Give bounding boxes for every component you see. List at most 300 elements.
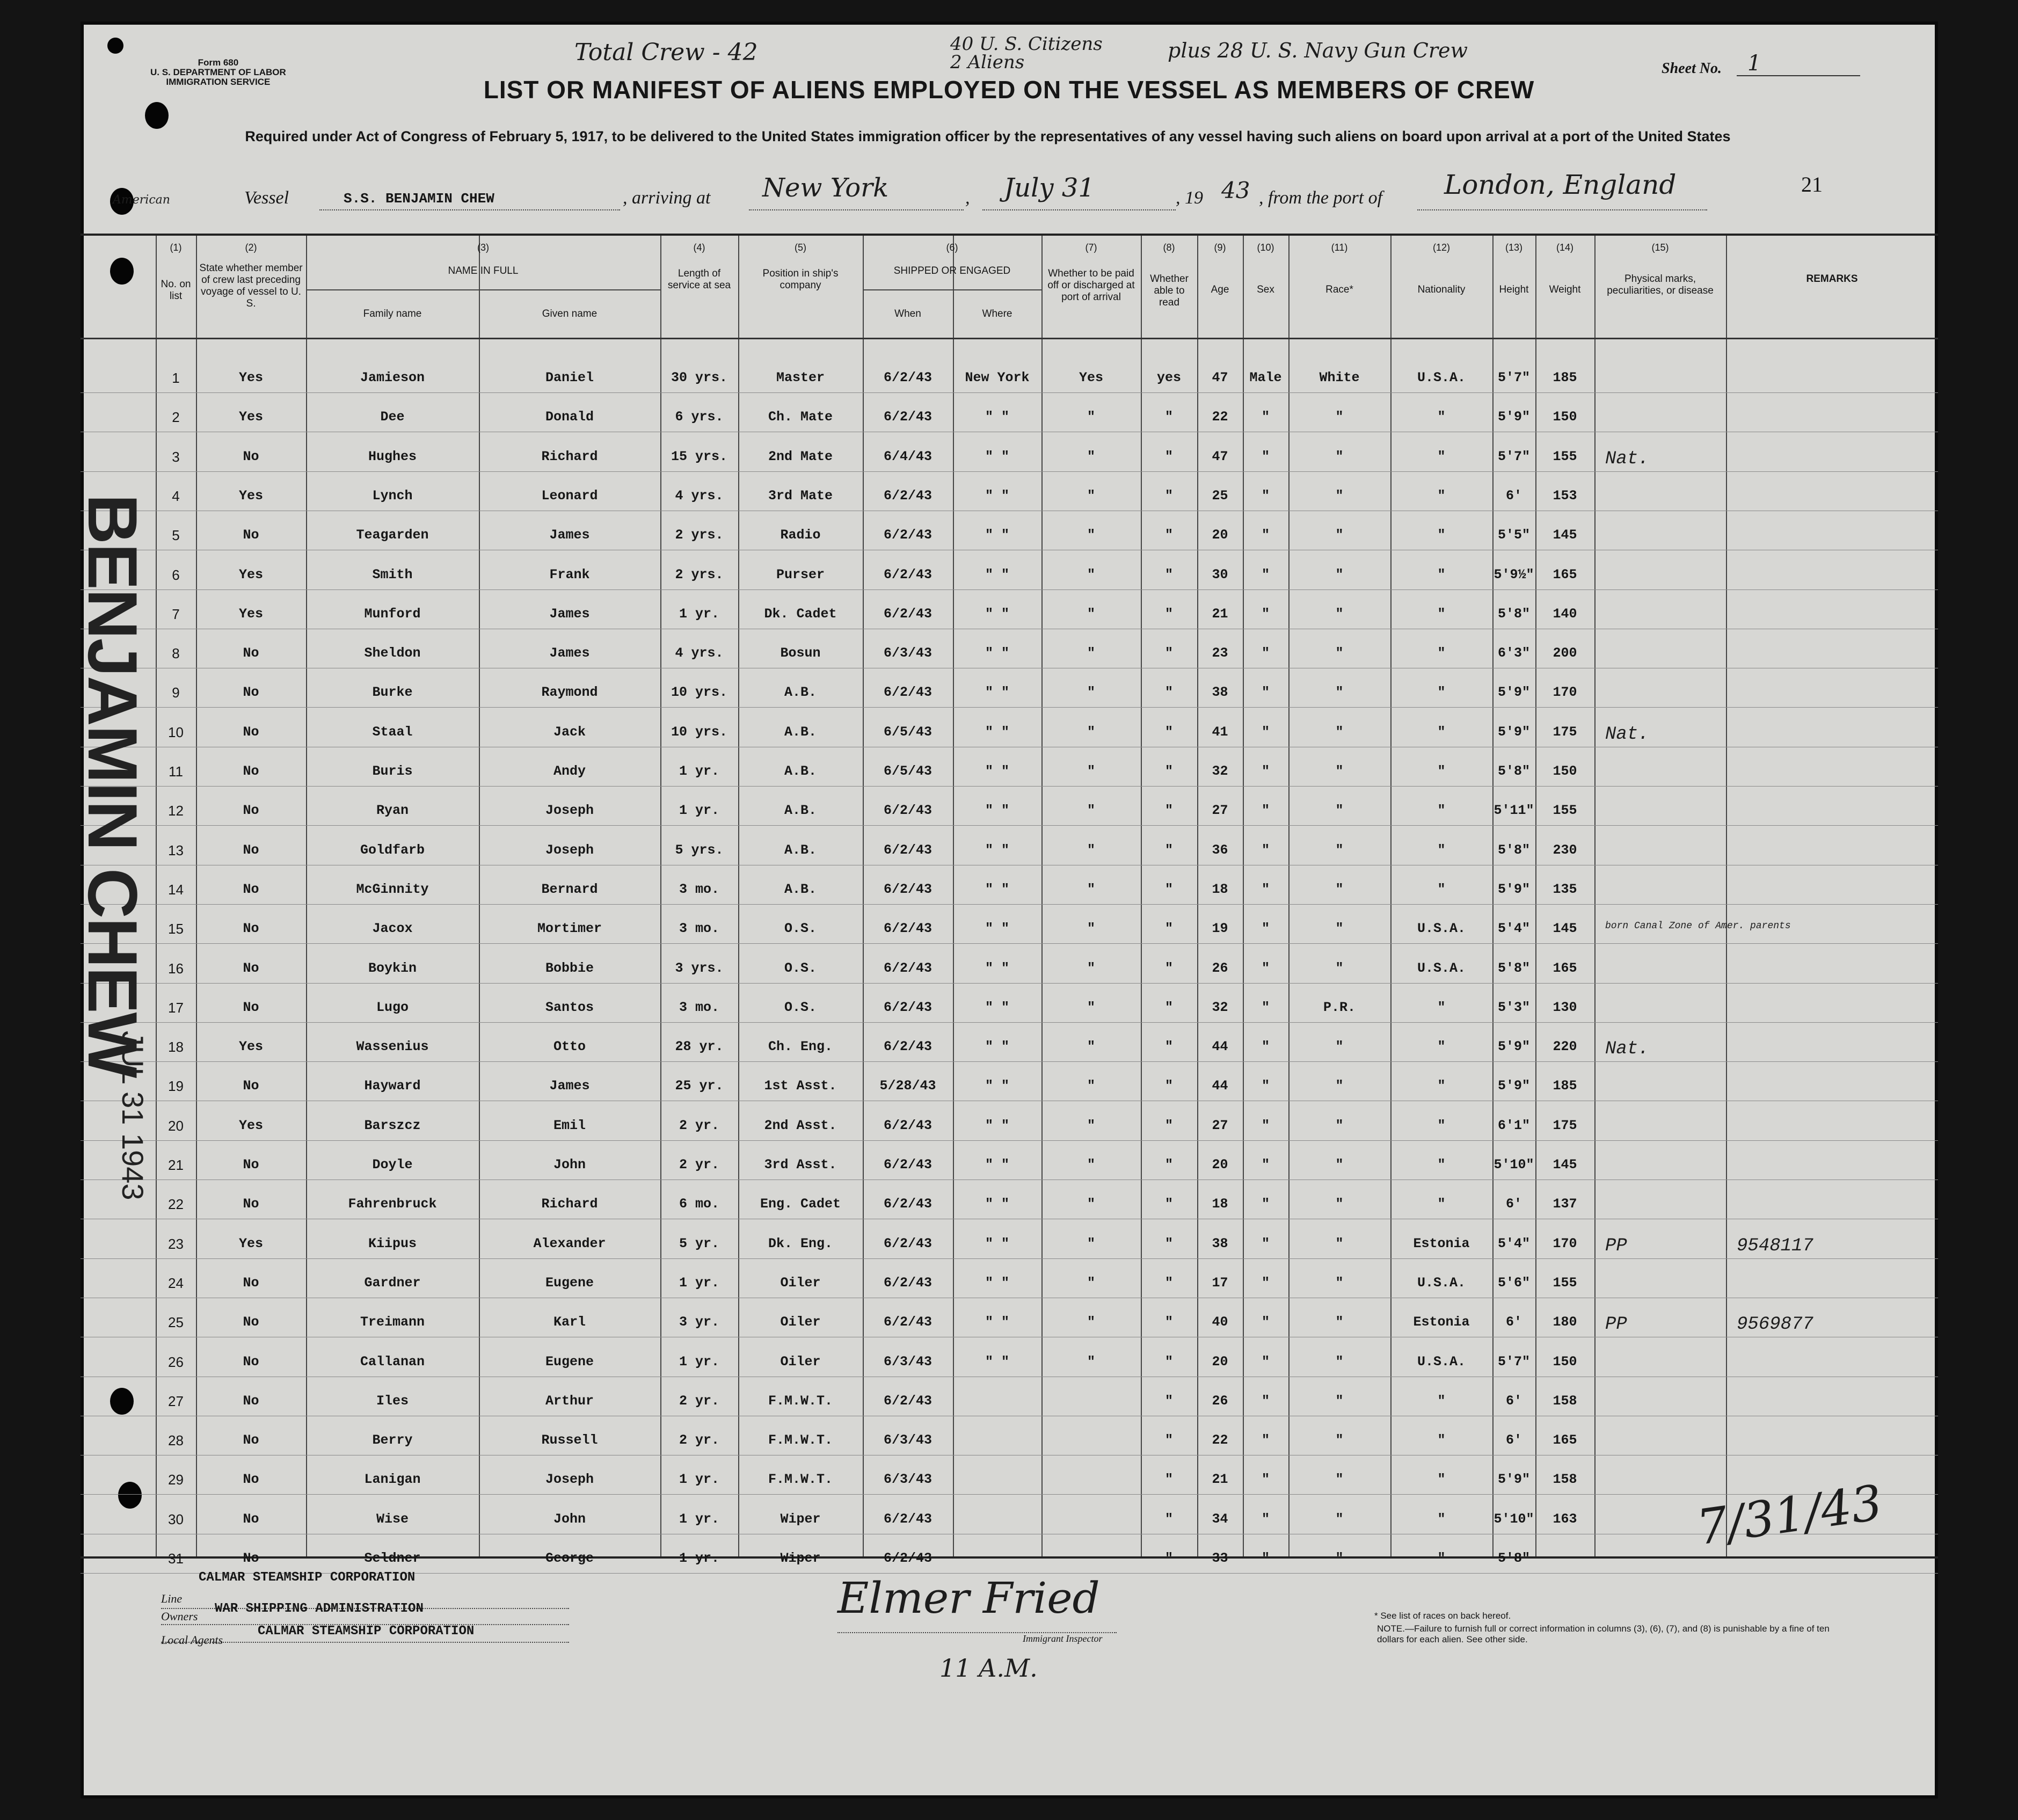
cell-read: ": [1164, 1472, 1173, 1488]
cell-height: 5'9": [1497, 685, 1530, 701]
arriving-label: , arriving at: [623, 188, 711, 208]
cell-age: 40: [1212, 1314, 1228, 1330]
cell-height: 5'9": [1497, 724, 1530, 740]
sheet-number: 1: [1747, 51, 1761, 76]
cell-weight: 158: [1553, 1393, 1577, 1409]
header-when: When: [894, 308, 921, 319]
cell-race: ": [1335, 1432, 1344, 1448]
cell-age: 33: [1212, 1550, 1228, 1566]
cell-height: 5'8": [1497, 763, 1530, 779]
cell-race: ": [1335, 1472, 1344, 1488]
cell-given: Jack: [553, 724, 586, 740]
cell-prev: No: [243, 1275, 259, 1291]
cell-family: McGinnity: [356, 881, 429, 897]
cell-position: A.B.: [784, 763, 817, 779]
cell-nat: ": [1437, 527, 1446, 543]
cell-race: P.R.: [1323, 999, 1356, 1015]
cell-age: 41: [1212, 724, 1228, 740]
cell-paid: ": [1087, 527, 1095, 543]
header-weight: Weight: [1549, 284, 1581, 295]
cell-n: 21: [168, 1157, 184, 1173]
cell-when: 6/2/43: [883, 1314, 932, 1330]
cell-race: ": [1335, 1117, 1344, 1133]
cell-nat: ": [1437, 999, 1446, 1015]
cell-position: Ch. Mate: [768, 409, 833, 425]
cell-service: 1 yr.: [679, 606, 719, 622]
cell-given: Mortimer: [537, 921, 602, 937]
cell-weight: 140: [1553, 606, 1577, 622]
cell-prev: No: [243, 960, 259, 976]
cell-prev: Yes: [238, 606, 263, 622]
cell-position: O.S.: [784, 960, 817, 976]
cell-where: " ": [985, 921, 1009, 937]
cell-prev: No: [243, 1511, 259, 1527]
cell-service: 1 yr.: [679, 1472, 719, 1488]
cell-read: ": [1164, 1511, 1173, 1527]
cell-given: Joseph: [545, 842, 594, 858]
cell-when: 6/2/43: [883, 1550, 932, 1566]
cell-family: Wassenius: [356, 1039, 429, 1055]
cell-where: " ": [985, 527, 1009, 543]
cell-read: ": [1164, 448, 1173, 464]
cell-read: ": [1164, 1353, 1173, 1370]
cell-where: " ": [985, 1314, 1009, 1330]
cell-where: " ": [985, 1078, 1009, 1094]
cell-prev: No: [243, 881, 259, 897]
year-prefix: , 19: [1176, 188, 1203, 208]
cell-service: 3 yrs.: [675, 960, 724, 976]
cell-sex: ": [1261, 763, 1270, 779]
cell-nat: U.S.A.: [1417, 1275, 1466, 1291]
cell-nat: ": [1437, 1432, 1446, 1448]
cell-race: ": [1335, 842, 1344, 858]
cell-when: 6/2/43: [883, 1117, 932, 1133]
cell-n: 17: [168, 999, 184, 1016]
cell-service: 25 yr.: [675, 1078, 724, 1094]
cell-where: " ": [985, 1039, 1009, 1055]
cell-prev: No: [243, 645, 259, 661]
cell-service: 1 yr.: [679, 1550, 719, 1566]
requirement-text: Required under Act of Congress of February 5, 1917, to be delivered to the United States immigration officer by the representatives of any vessel having such aliens on board upon arrival at a port of the United States: [245, 128, 1731, 144]
cell-n: 30: [168, 1511, 184, 1527]
cell-sex: ": [1261, 448, 1270, 464]
cell-height: 6'1": [1497, 1117, 1530, 1133]
cell-race: ": [1335, 1511, 1344, 1527]
cell-height: 5'9": [1497, 1078, 1530, 1094]
cell-service: 4 yrs.: [675, 487, 724, 504]
cell-paid: ": [1087, 606, 1095, 622]
cell-read: ": [1164, 1235, 1173, 1251]
cell-n: 31: [168, 1550, 184, 1567]
cell-race: ": [1335, 1275, 1344, 1291]
cell-read: ": [1164, 606, 1173, 622]
cell-paid: ": [1087, 1314, 1095, 1330]
cell-when: 6/3/43: [883, 1353, 932, 1370]
cell-n: 14: [168, 881, 184, 898]
cell-position: A.B.: [784, 803, 817, 819]
cell-age: 38: [1212, 685, 1228, 701]
citizens-aliens-note: 40 U. S. Citizens 2 Aliens: [950, 33, 1103, 73]
cell-nat: Estonia: [1413, 1235, 1470, 1251]
cell-service: 4 yrs.: [675, 645, 724, 661]
cell-read: ": [1164, 842, 1173, 858]
cell-position: O.S.: [784, 999, 817, 1015]
cell-position: Dk. Eng.: [768, 1235, 833, 1251]
cell-read: ": [1164, 685, 1173, 701]
cell-weight: 163: [1553, 1511, 1577, 1527]
cell-sex: ": [1261, 645, 1270, 661]
cell-where: " ": [985, 1353, 1009, 1370]
cell-age: 47: [1212, 370, 1228, 385]
cell-age: 36: [1212, 842, 1228, 858]
cell-prev: No: [243, 685, 259, 701]
cell-family: Gardner: [364, 1275, 421, 1291]
cell-service: 5 yr.: [679, 1235, 719, 1251]
cell-height: 5'4": [1497, 921, 1530, 937]
from-label: , from the port of: [1259, 188, 1383, 208]
cell-sex: ": [1261, 606, 1270, 622]
cell-sex: ": [1261, 527, 1270, 543]
arrival-year: 43: [1221, 177, 1250, 203]
cell-service: 2 yr.: [679, 1393, 719, 1409]
cell-sex: ": [1261, 487, 1270, 504]
cell-race: ": [1335, 606, 1344, 622]
navy-gun-crew-note: plus 28 U. S. Navy Gun Crew: [1168, 39, 1468, 62]
line-label: Line: [161, 1592, 183, 1605]
cell-position: Ch. Eng.: [768, 1039, 833, 1055]
cell-position: Radio: [780, 527, 821, 543]
cell-position: Wiper: [780, 1511, 821, 1527]
cell-position: A.B.: [784, 881, 817, 897]
cell-service: 28 yr.: [675, 1039, 724, 1055]
cell-sex: ": [1261, 1472, 1270, 1488]
cell-given: Santos: [545, 999, 594, 1015]
cell-prev: No: [243, 527, 259, 543]
cell-marks: Nat.: [1605, 448, 1649, 469]
cell-height: 5'9": [1497, 1039, 1530, 1055]
cell-paid: ": [1087, 1039, 1095, 1055]
cell-service: 2 yr.: [679, 1157, 719, 1173]
cell-weight: 200: [1553, 645, 1577, 661]
cell-given: John: [553, 1157, 586, 1173]
cell-family: Callanan: [360, 1353, 425, 1370]
cell-weight: 170: [1553, 685, 1577, 701]
cell-nat: ": [1437, 763, 1446, 779]
cell-weight: 145: [1553, 527, 1577, 543]
cell-read: ": [1164, 763, 1173, 779]
cell-position: F.M.W.T.: [768, 1393, 833, 1409]
cell-prev: Yes: [238, 1117, 263, 1133]
cell-sex: ": [1261, 1550, 1270, 1566]
cell-read: ": [1164, 999, 1173, 1015]
header-where: Where: [982, 308, 1012, 319]
cell-given: Frank: [549, 566, 590, 583]
cell-position: Oiler: [780, 1314, 821, 1330]
cell-race: ": [1335, 1314, 1344, 1330]
cell-position: Bosun: [780, 645, 821, 661]
cell-position: A.B.: [784, 724, 817, 740]
cell-prev: No: [243, 1432, 259, 1448]
cell-given: Karl: [553, 1314, 586, 1330]
cell-race: ": [1335, 724, 1344, 740]
cell-paid: ": [1087, 645, 1095, 661]
cell-when: 6/2/43: [883, 999, 932, 1015]
cell-when: 6/2/43: [883, 803, 932, 819]
cell-family: Munford: [364, 606, 421, 622]
crew-table: (1) No. on list (2) State whether member of crew last preceding voyage of vessel to U. S. (3) NAME IN FULL Family name Given name (4) Length of service at sea (5) Position in ship's company (6) SHIPPED OR ENGAGED When Where (7) Whether to be paid off or discharged at port of arrival (8) Whether able to read (9) Age (10) Sex (11) Race* (12) Nationality (13) Height (14) Weight (15) Physical marks, peculiarities, or disease REMARKS 1 Yes Jamieson Daniel 30 yrs. Master 6/2/43 New York Yes yes 47 Male White U.S.A. 5'7" 185 2 Yes Dee Donald 6 yrs. Ch. Mate 6/2/43 " " " " 22 " " " 5'9" 150 3 No Hughes Richard 15 yrs. 2nd Mate 6/4/43 " " " " 47 " " " 5'7" 155 Nat. 4 Yes Lynch Leonard 4 yrs. 3rd Mate 6/2/43 " " " " 25 " " " 6' 153 5 No Teagarden James 2 yrs. Radio 6/2/43 " " " " 20 " " " 5'5" 145 6 Yes Smith Frank 2 yrs. Purser 6/2/43 " " " " 30 " " " 5'9½" 165 7 Yes Munford James 1 yr. Dk. Cadet 6/2/43 " " " " 21 " " " 5'8" 140 8 No Sheldon James 4 yrs. Bosun 6/3/43 " " " " 23 " " " 6'3" 200 9 No Burke Raymond 10 yrs. A.B. 6/2/43 " " " " 38 " " " 5'9" 170 10 No Staal Jack 10 yrs. A.B. 6/5/43 " " " " 41 " " " 5'9" 175 Nat. 11 No Buris Andy 1 yr. A.B. 6/5/43 " " " " 32 " " " 5'8" 150 12 No Ryan Joseph 1 yr. A.B. 6/2/43 " " " " 27 " " " 5'11" 155 13 No Goldfarb Joseph 5 yrs. A.B. 6/2/43 " " " " 36 " " " 5'8" 230 14 No McGinnity Bernard 3 mo. A.B. 6/2/43 " " " " 18 " " " 5'9" 135 15 No Jacox Mortimer 3 mo. O.S. 6/2/43 " " " " 19 " " U.S.A. 5'4" 145 born Canal Zone of Amer. parents 16 No Boykin Bobbie 3 yrs. O.S. 6/2/43 " " " " 26 " " U.S.A. 5'8" 165 17 No Lugo Santos 3 mo. O.S. 6/2/43 " " " " 32 " P.R. " 5'3" 130 18 Yes Wassenius Otto 28 yr. Ch. Eng. 6/2/43 " " " " 44 " " " 5'9" 220 Nat. 19 No Hayward James 25 yr. 1st Asst. 5/28/43 " " " " 44 " " " 5'9" 185 20 Yes Barszcz Emil 2 yr. 2nd Asst. 6/2/43 " " " " 27 " " " 6'1" 175 21 No Doyle John 2 yr. 3rd Asst. 6/2/43 " " " " 20 " " " 5'10" 145 22 No Fahrenbruck Richard 6 mo. Eng. Cadet 6/2/43 " " " " 18 " " " 6' 137 23 Yes Kiipus Alexander 5 yr. Dk. Eng. 6/2/43 " " " " 38 " " Estonia 5'4" 170 PP 9548117 24 No Gardner Eugene 1 yr. Oiler 6/2/43 " " " " 17 " " U.S.A. 5'6" 155 25 No Treimann Karl 3 yr. Oiler 6/2/43 " " " " 40 " " Estonia 6' 180 PP 9569877 26 No Callanan Eugene 1 yr. Oiler 6/3/43 " " " " 20 " " U.S.A. 5'7" 150 27 No Iles Arthur 2 yr. F.M.W.T. 6/2/43 " 26 " " " 6' 158 28 No Berry Russell 2 yr. F.M.W.T. 6/3/43 " 22 " " " 6' 165 29 No Lanigan Joseph 1 yr. F.M.W.T. 6/3/43 " 21 " " " 5'9" 158 30 No Wise John 1 yr. Wiper 6/2/43 " 34 " " " 5'10" 163 31 No Seldner George 1 yr. Wiper 6/2/43 " 33 " " " 5'8": [81, 234, 1938, 1559]
cell-sex: ": [1261, 803, 1270, 819]
cell-n: 15: [168, 921, 184, 937]
cell-prev: Yes: [238, 1235, 263, 1251]
cell-n: 20: [168, 1117, 184, 1134]
cell-height: 5'3": [1497, 999, 1530, 1015]
cell-paid: ": [1087, 960, 1095, 976]
cell-n: 11: [169, 763, 183, 780]
cell-family: Iles: [376, 1393, 409, 1409]
cell-when: 6/2/43: [883, 487, 932, 504]
cell-prev: Yes: [238, 370, 263, 385]
cell-family: Hughes: [368, 448, 417, 464]
cell-paid: ": [1087, 1275, 1095, 1291]
cell-read: ": [1164, 1550, 1173, 1566]
cell-family: Berry: [372, 1432, 413, 1448]
cell-nat: ": [1437, 1117, 1446, 1133]
cell-family: Ryan: [376, 803, 409, 819]
cell-prev: No: [243, 1353, 259, 1370]
cell-marks: PP: [1605, 1314, 1627, 1335]
cell-family: Jacox: [372, 921, 413, 937]
cell-when: 6/4/43: [883, 448, 932, 464]
cell-read: ": [1164, 803, 1173, 819]
cell-position: Master: [776, 370, 825, 385]
cell-n: 22: [168, 1196, 184, 1213]
cell-remarks: 9548117: [1737, 1235, 1813, 1256]
cell-given: Richard: [541, 448, 598, 464]
cell-prev: No: [243, 1196, 259, 1212]
cell-read: ": [1164, 1078, 1173, 1094]
cell-height: 5'9": [1497, 1472, 1530, 1488]
cell-when: 6/5/43: [883, 724, 932, 740]
cell-family: Seldner: [364, 1550, 421, 1566]
cell-sex: ": [1261, 881, 1270, 897]
cell-prev: Yes: [238, 566, 263, 583]
cell-weight: 158: [1553, 1472, 1577, 1488]
header-physical-marks: Physical marks, peculiarities, or disease: [1607, 273, 1714, 296]
cell-service: 5 yrs.: [675, 842, 724, 858]
cell-given: Arthur: [545, 1393, 594, 1409]
cell-marks: born Canal Zone of Amer. parents: [1605, 921, 1791, 932]
header-name: NAME IN FULL: [448, 265, 519, 276]
cell-read: ": [1164, 1039, 1173, 1055]
cell-position: A.B.: [784, 842, 817, 858]
cell-family: Smith: [372, 566, 413, 583]
cell-where: " ": [985, 1235, 1009, 1251]
cell-given: James: [549, 527, 590, 543]
cell-service: 3 mo.: [679, 999, 719, 1015]
cell-family: Lugo: [376, 999, 409, 1015]
cell-family: Buris: [372, 763, 413, 779]
cell-race: ": [1335, 448, 1344, 464]
cell-height: 5'11": [1494, 803, 1534, 819]
cell-paid: ": [1087, 999, 1095, 1015]
cell-family: Goldfarb: [360, 842, 425, 858]
cell-prev: No: [243, 724, 259, 740]
cell-given: Daniel: [545, 370, 594, 385]
cell-paid: ": [1087, 1117, 1095, 1133]
cell-marks: PP: [1605, 1235, 1627, 1256]
cell-sex: ": [1261, 1432, 1270, 1448]
cell-weight: 175: [1553, 724, 1577, 740]
cell-family: Burke: [372, 685, 413, 701]
stamp-date: JUL 31 1943: [116, 1031, 150, 1200]
vessel-name: S.S. BENJAMIN CHEW: [344, 191, 494, 207]
cell-where: " ": [985, 842, 1009, 858]
cell-when: 6/2/43: [883, 881, 932, 897]
cell-age: 21: [1212, 1472, 1228, 1488]
cell-height: 5'8": [1497, 606, 1530, 622]
cell-sex: ": [1261, 685, 1270, 701]
cell-sex: ": [1261, 1039, 1270, 1055]
cell-weight: 135: [1553, 881, 1577, 897]
cell-race: ": [1335, 409, 1344, 425]
cell-position: 3rd Asst.: [764, 1157, 837, 1173]
cell-where: " ": [985, 763, 1009, 779]
cell-nat: ": [1437, 842, 1446, 858]
cell-n: 9: [172, 685, 180, 701]
cell-family: Dee: [380, 409, 405, 425]
cell-race: ": [1335, 1196, 1344, 1212]
cell-weight: 165: [1553, 960, 1577, 976]
cell-paid: ": [1087, 487, 1095, 504]
cell-nat: ": [1437, 566, 1446, 583]
cell-given: Joseph: [545, 1472, 594, 1488]
cell-n: 19: [168, 1078, 184, 1095]
cell-n: 10: [168, 724, 184, 740]
cell-when: 6/3/43: [883, 1432, 932, 1448]
cell-paid: ": [1087, 763, 1095, 779]
fine-note: NOTE.—Failure to furnish full or correct information in columns (3), (6), (7), and (8) is punishable by a fine of ten dollars for each alien. See other side.: [1377, 1624, 1830, 1644]
cell-race: ": [1335, 645, 1344, 661]
cell-paid: ": [1087, 1235, 1095, 1251]
races-note: * See list of races on back hereof.: [1374, 1611, 1511, 1621]
cell-weight: 145: [1553, 1157, 1577, 1173]
cell-nat: ": [1437, 1078, 1446, 1094]
cell-nat: Estonia: [1413, 1314, 1470, 1330]
cell-prev: No: [243, 921, 259, 937]
cell-age: 17: [1212, 1275, 1228, 1291]
cell-sex: ": [1261, 1078, 1270, 1094]
header-paid-off: Whether to be paid off or discharged at port of arrival: [1047, 268, 1135, 303]
cell-given: George: [545, 1550, 594, 1566]
cell-sex: ": [1261, 409, 1270, 425]
cell-race: ": [1335, 763, 1344, 779]
header-age: Age: [1211, 284, 1229, 295]
cell-service: 6 mo.: [679, 1196, 719, 1212]
cell-race: ": [1335, 1078, 1344, 1094]
cell-nat: ": [1437, 487, 1446, 504]
cell-paid: ": [1087, 1157, 1095, 1173]
cell-height: 5'6": [1497, 1275, 1530, 1291]
cell-paid: ": [1087, 409, 1095, 425]
cell-where: New York: [965, 370, 1030, 385]
cell-paid: ": [1087, 1196, 1095, 1212]
cell-n: 26: [168, 1353, 184, 1370]
cell-paid: ": [1087, 566, 1095, 583]
cell-when: 6/2/43: [883, 685, 932, 701]
cell-nat: ": [1437, 724, 1446, 740]
cell-given: Alexander: [533, 1235, 606, 1251]
cell-n: 5: [172, 527, 180, 544]
cell-when: 6/2/43: [883, 1196, 932, 1212]
cell-weight: 150: [1553, 1353, 1577, 1370]
cell-read: ": [1164, 566, 1173, 583]
cell-height: 5'9": [1497, 409, 1530, 425]
cell-age: 26: [1212, 1393, 1228, 1409]
cell-nat: ": [1437, 448, 1446, 464]
cell-given: Bobbie: [545, 960, 594, 976]
cell-position: Dk. Cadet: [764, 606, 837, 622]
cell-read: ": [1164, 1393, 1173, 1409]
cell-weight: 185: [1553, 1078, 1577, 1094]
cell-service: 1 yr.: [679, 1275, 719, 1291]
cell-prev: No: [243, 1157, 259, 1173]
cell-family: Treimann: [360, 1314, 425, 1330]
cell-read: ": [1164, 724, 1173, 740]
cell-service: 1 yr.: [679, 1511, 719, 1527]
cell-nat: ": [1437, 1039, 1446, 1055]
cell-given: Richard: [541, 1196, 598, 1212]
header-able-to-read: Whether able to read: [1150, 273, 1189, 308]
cell-when: 5/28/43: [879, 1078, 936, 1094]
header-family-name: Family name: [363, 308, 422, 319]
agents-value: CALMAR STEAMSHIP CORPORATION: [258, 1624, 475, 1639]
cell-weight: 155: [1553, 1275, 1577, 1291]
cell-where: " ": [985, 566, 1009, 583]
header-prev-voyage: State whether member of crew last preceding voyage of vessel to U. S.: [199, 263, 303, 309]
cell-height: 5'8": [1497, 842, 1530, 858]
cell-family: Boykin: [368, 960, 417, 976]
cell-prev: No: [243, 999, 259, 1015]
cell-height: 5'7": [1497, 1353, 1530, 1370]
cell-paid: ": [1087, 842, 1095, 858]
cell-weight: 150: [1553, 409, 1577, 425]
cell-service: 3 yr.: [679, 1314, 719, 1330]
cell-age: 20: [1212, 527, 1228, 543]
cell-where: " ": [985, 1157, 1009, 1173]
cell-race: ": [1335, 487, 1344, 504]
cell-where: " ": [985, 1275, 1009, 1291]
cell-prev: Yes: [238, 409, 263, 425]
cell-paid: ": [1087, 724, 1095, 740]
cell-service: 1 yr.: [679, 1353, 719, 1370]
cell-position: O.S.: [784, 921, 817, 937]
cell-n: 23: [168, 1235, 184, 1252]
cell-given: James: [549, 1078, 590, 1094]
cell-race: White: [1319, 370, 1360, 385]
cell-when: 6/2/43: [883, 606, 932, 622]
header-no-on-list: No. on list: [161, 279, 191, 302]
cell-read: ": [1164, 960, 1173, 976]
signoff-date: 7/31/43: [1693, 1474, 1886, 1556]
cell-height: 5'5": [1497, 527, 1530, 543]
cell-family: Staal: [372, 724, 413, 740]
cell-when: 6/2/43: [883, 566, 932, 583]
cell-weight: 170: [1553, 1235, 1577, 1251]
cell-read: ": [1164, 409, 1173, 425]
cell-prev: No: [243, 842, 259, 858]
cell-prev: No: [243, 1078, 259, 1094]
cell-sex: Male: [1249, 370, 1282, 385]
